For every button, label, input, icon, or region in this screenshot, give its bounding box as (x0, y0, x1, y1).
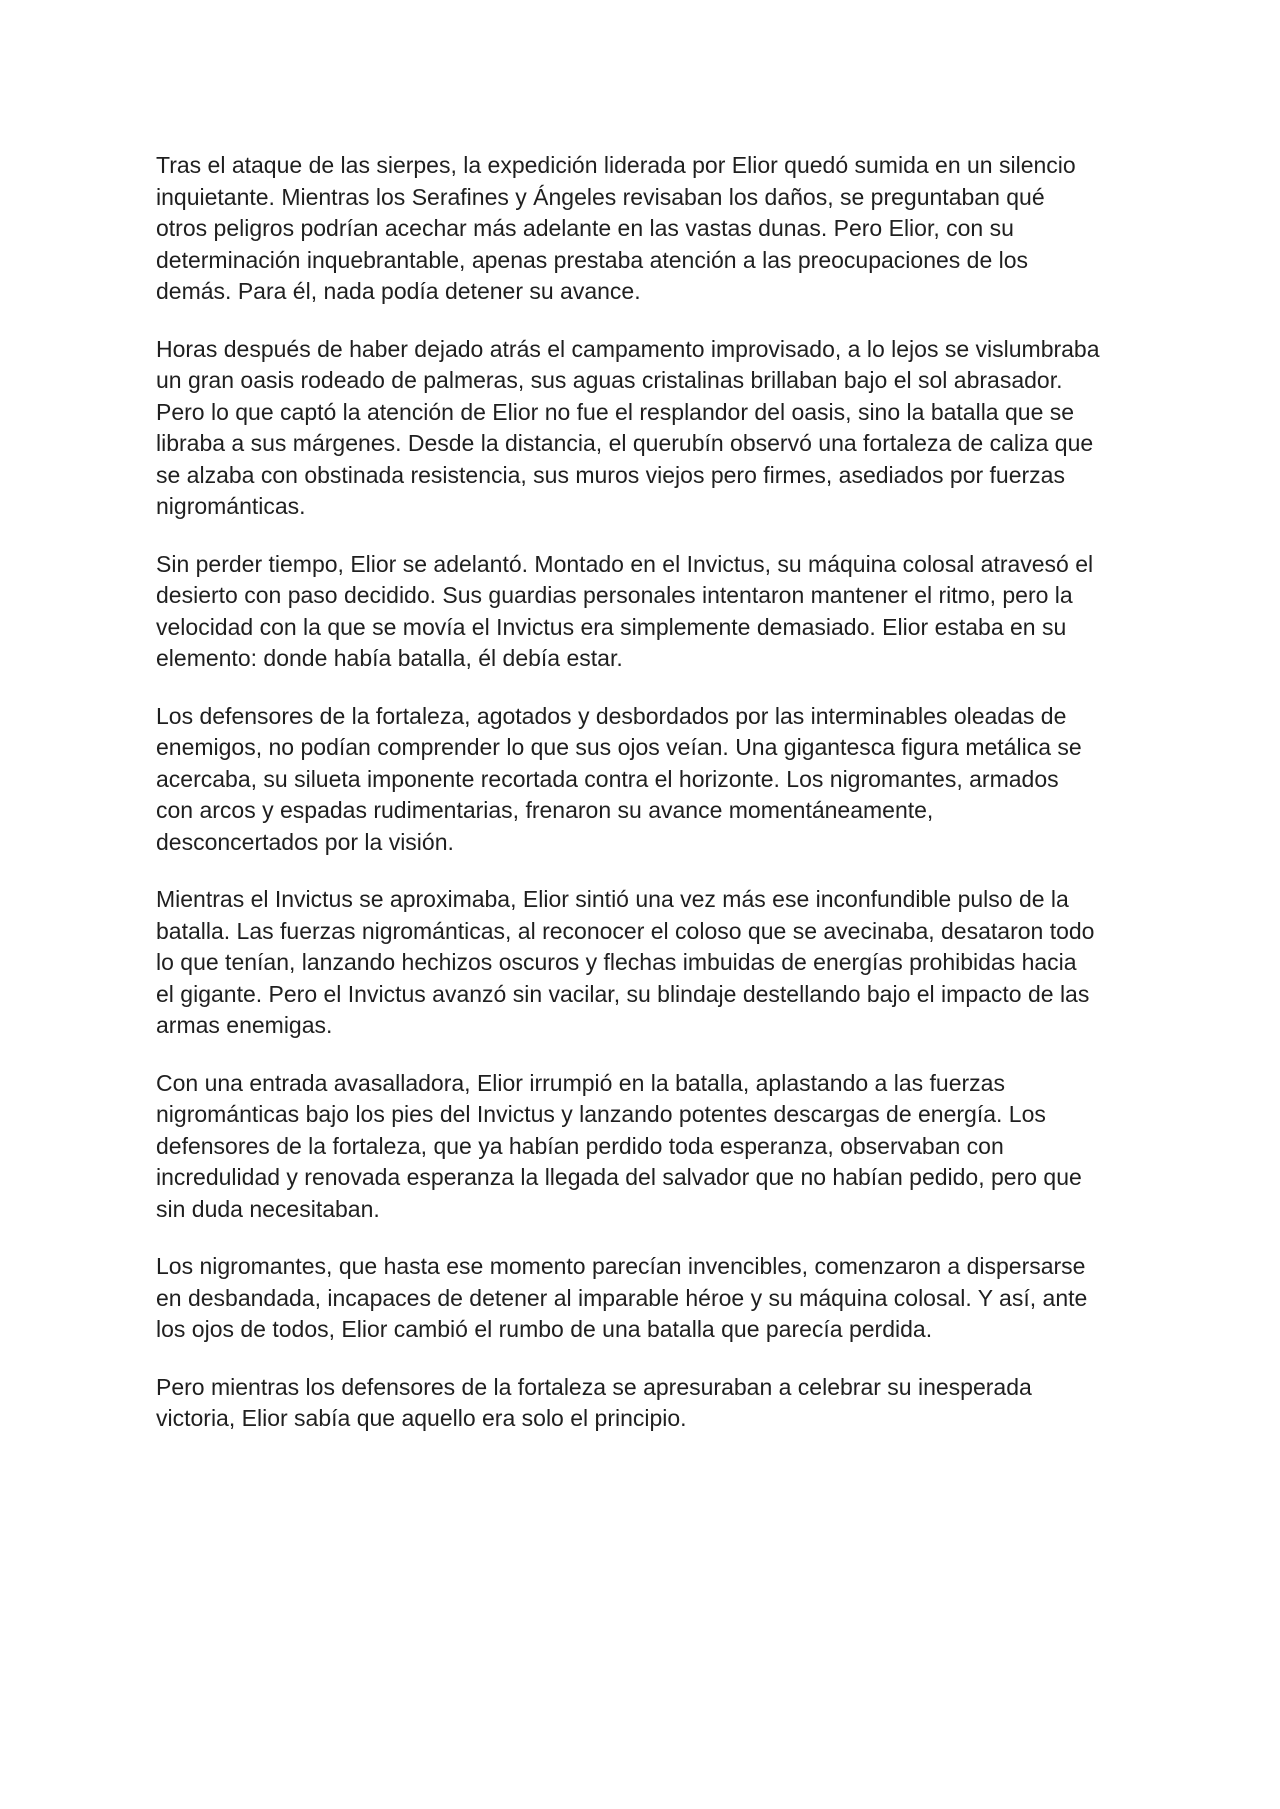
paragraph-line: velocidad con la que se movía el Invictus era simplemente demasiado. Elior estaba en su (156, 613, 1067, 640)
paragraph-7 (156, 1251, 1140, 1346)
paragraph-line: Pero mientras los defensores de la fortaleza se apresuraban a celebrar su inesperada (156, 1373, 1032, 1400)
paragraph-line: en desbandada, incapaces de detener al imparable héroe y su máquina colosal. Y así, ante (156, 1284, 1088, 1311)
paragraph-line: nigrománticas. (156, 493, 306, 519)
paragraph-line: inquietante. Mientras los Serafines y Ángeles revisaban los daños, se preguntaban qué (156, 183, 1045, 210)
paragraph-line: nigrománticas bajo los pies del Invictus y lanzando potentes descargas de energía. Los (156, 1101, 1046, 1127)
paragraph-line: acercaba, su silueta imponente recortada contra el horizonte. Los nigromantes, armados (156, 765, 1059, 792)
paragraph-line: batalla. Las fuerzas nigrománticas, al reconocer el coloso que se avecinaba, desataron todo (156, 917, 1095, 944)
paragraph-line: sin duda necesitaban. (156, 1195, 380, 1222)
paragraph-line: se alzaba con obstinada resistencia, sus muros viejos pero firmes, asediados por fuerzas (156, 461, 1065, 488)
paragraph-line: Los defensores de la fortaleza, agotados y desbordados por las interminables oleadas de (156, 702, 1067, 729)
paragraph-line: desierto con paso decidido. Sus guardias personales intentaron mantener el ritmo, pero la (156, 582, 1073, 608)
paragraph-4 (156, 701, 1140, 859)
paragraph-5 (156, 884, 1140, 1042)
paragraph-line: incredulidad y renovada esperanza la llegada del salvador que no habían pedido, pero que (156, 1164, 1082, 1190)
paragraph-line: Horas después de haber dejado atrás el campamento improvisado, a lo lejos se vislumbraba (156, 335, 1100, 362)
paragraph-line: determinación inquebrantable, apenas prestaba atención a las preocupaciones de los (156, 246, 1029, 273)
paragraph-3 (156, 549, 1140, 675)
document-body (156, 150, 1140, 1461)
paragraph-line: defensores de la fortaleza, que ya habían perdido toda esperanza, observaban con (156, 1132, 1004, 1159)
paragraph-2 (156, 334, 1140, 523)
paragraph-line: Tras el ataque de las sierpes, la expedición liderada por Elior quedó sumida en un silencio (156, 152, 1076, 178)
paragraph-line: Con una entrada avasalladora, Elior irrumpió en la batalla, aplastando a las fuerzas (156, 1069, 1005, 1096)
paragraph-line: con arcos y espadas rudimentarias, frenaron su avance momentáneamente, (156, 797, 934, 823)
paragraph-line: Sin perder tiempo, Elior se adelantó. Montado en el Invictus, su máquina colosal atravesó el (156, 550, 1094, 577)
paragraph-line: desconcertados por la visión. (156, 828, 454, 855)
paragraph-line: un gran oasis rodeado de palmeras, sus aguas cristalinas brillaban bajo el sol abrasador. (156, 367, 1063, 393)
paragraph-line: victoria, Elior sabía que aquello era solo el principio. (156, 1405, 687, 1431)
paragraph-line: enemigos, no podían comprender lo que sus ojos veían. Una gigantesca figura metálica se (156, 734, 1082, 760)
paragraph-line: demás. Para él, nada podía detener su avance. (156, 278, 641, 304)
paragraph-line: libraba a sus márgenes. Desde la distancia, el querubín observó una fortaleza de caliza que (156, 430, 1094, 456)
paragraph-6 (156, 1068, 1140, 1226)
paragraph-1 (156, 150, 1140, 308)
paragraph-line: los ojos de todos, Elior cambió el rumbo de una batalla que parecía perdida. (156, 1316, 933, 1342)
paragraph-line: el gigante. Pero el Invictus avanzó sin vacilar, su blindaje destellando bajo el impacto de las (156, 980, 1090, 1007)
paragraph-line: elemento: donde había batalla, él debía estar. (156, 645, 623, 671)
paragraph-line: Pero lo que captó la atención de Elior no fue el resplandor del oasis, sino la batalla que se (156, 398, 1075, 425)
paragraph-line: Los nigromantes, que hasta ese momento parecían invencibles, comenzaron a dispersarse (156, 1253, 1086, 1279)
paragraph-line: armas enemigas. (156, 1012, 333, 1038)
paragraph-line: otros peligros podrían acechar más adelante en las vastas dunas. Pero Elior, con su (156, 215, 1014, 241)
paragraph-8 (156, 1372, 1140, 1435)
paragraph-line: Mientras el Invictus se aproximaba, Elior sintió una vez más ese inconfundible pulso de la (156, 886, 1069, 912)
paragraph-line: lo que tenían, lanzando hechizos oscuros y flechas imbuidas de energías prohibidas hacia (156, 949, 1077, 975)
